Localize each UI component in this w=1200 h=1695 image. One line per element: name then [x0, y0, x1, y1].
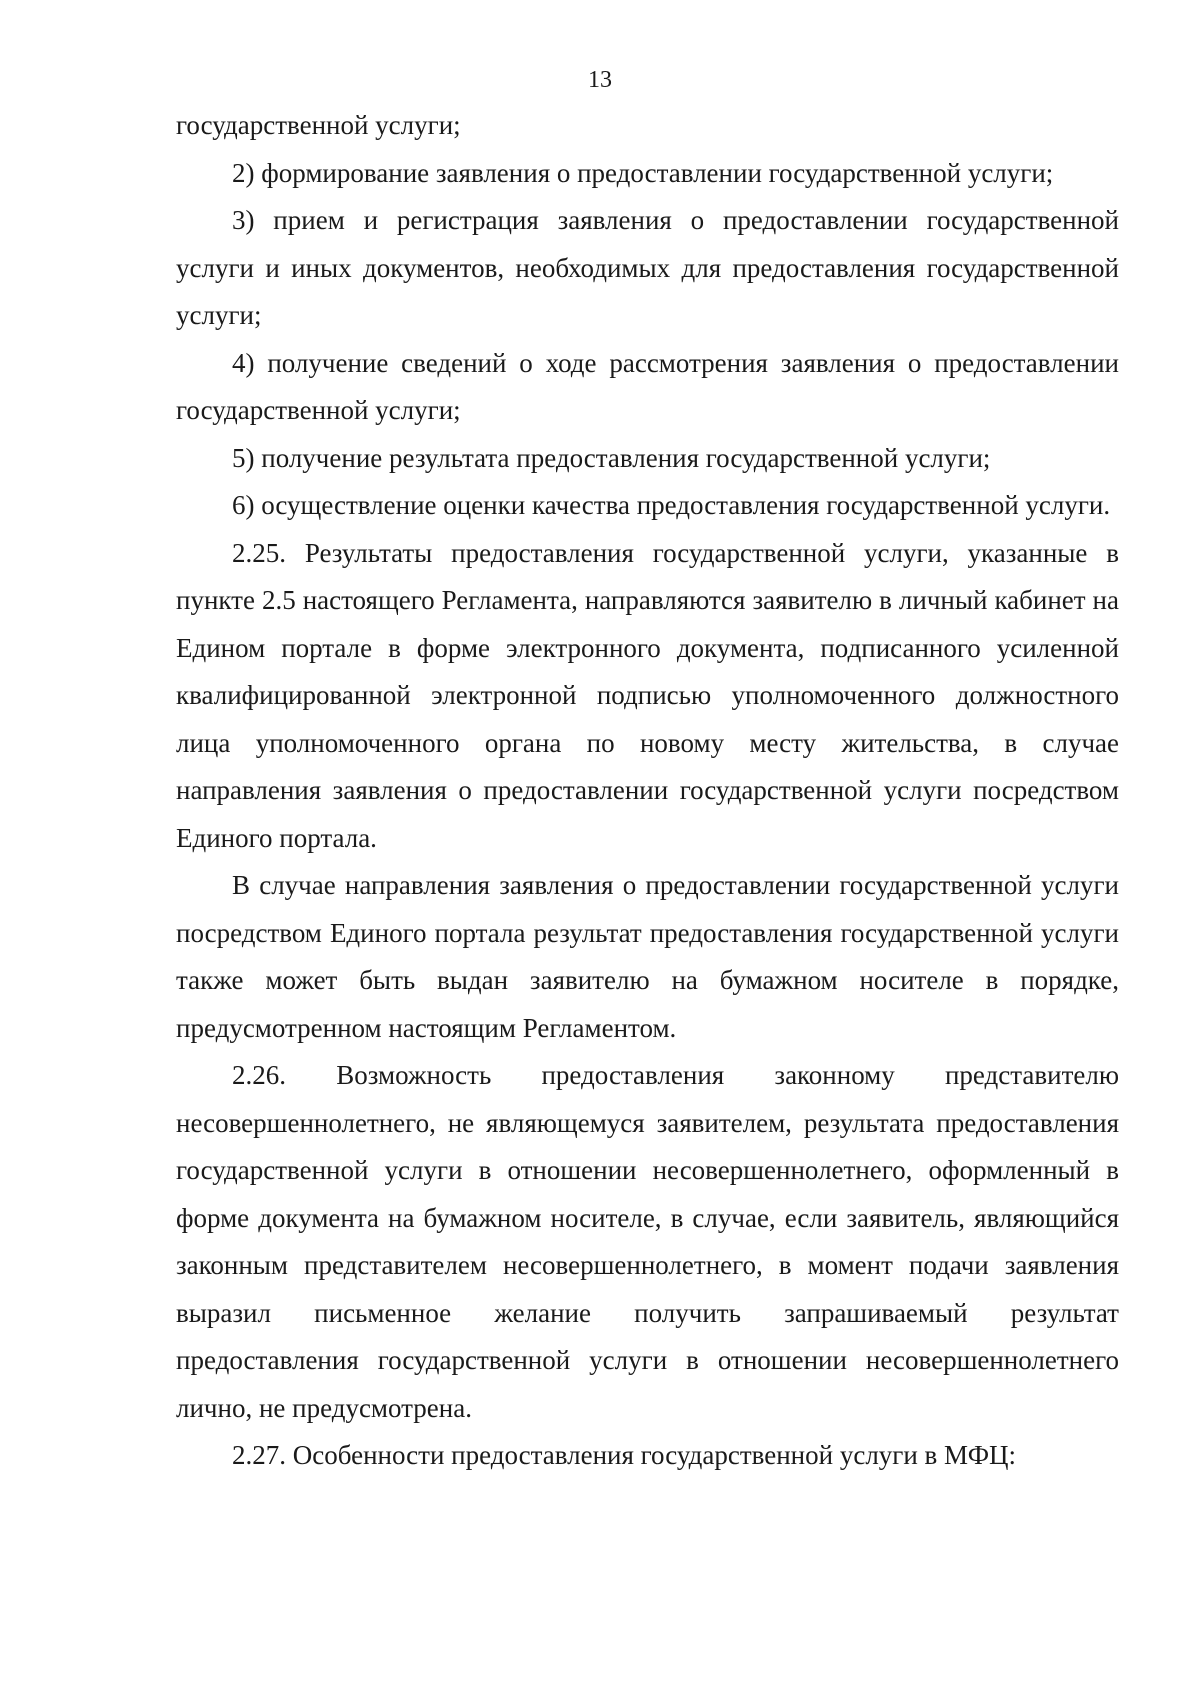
- paragraph-4: 4) получение сведений о ходе рассмотрения заявления о предоставлении государственной услуги;: [176, 347, 1119, 425]
- paragraph-2-26: 2.26. Возможность предоставления законному представителю несовершеннолетнего, не являющемуся заявителем, результата предоставления государственной услуги в отношении несовершеннолетнего, оформленный в форме документа на бумажном носителе, в случае, если заявитель, являющийся законным представителем несовершеннолетнего, в момент подачи заявления выразил письменное желание получить запрашиваемый результат предоставления государственной услуги в отношении несовершеннолетнего лично, не предусмотрена.: [176, 1060, 1119, 1423]
- paragraph-2-25-continued: В случае направления заявления о предоставлении государственной услуги посредством Единого портала результат предоставления государственной услуги также может быть выдан заявителю на бумажном носителе в порядке, предусмотренном настоящим Регламентом.: [176, 870, 1119, 1043]
- paragraph-1: государственной услуги;: [176, 110, 461, 140]
- paragraph-2-27: 2.27. Особенности предоставления государственной услуги в МФЦ:: [232, 1440, 1017, 1470]
- document-body: [176, 102, 1119, 1480]
- paragraph-2-25: 2.25. Результаты предоставления государственной услуги, указанные в пункте 2.5 настоящего Регламента, направляются заявителю в личный кабинет на Едином портале в форме электронного документа, подписанного усиленной квалифицированной электронной подписью уполномоченного должностного лица уполномоченного органа по новому месту жительства, в случае направления заявления о предоставлении государственной услуги посредством Единого портала.: [176, 537, 1119, 853]
- paragraph-6: 6) осуществление оценки качества предоставления государственной услуги.: [232, 490, 1111, 520]
- page-number: 13: [588, 67, 612, 93]
- paragraph-2: 2) формирование заявления о предоставлении государственной услуги;: [232, 157, 1054, 188]
- paragraph-5: 5) получение результата предоставления государственной услуги;: [232, 442, 991, 473]
- paragraph-3: 3) прием и регистрация заявления о предоставлении государственной услуги и иных документов, необходимых для предоставления государственной услуги;: [176, 205, 1119, 330]
